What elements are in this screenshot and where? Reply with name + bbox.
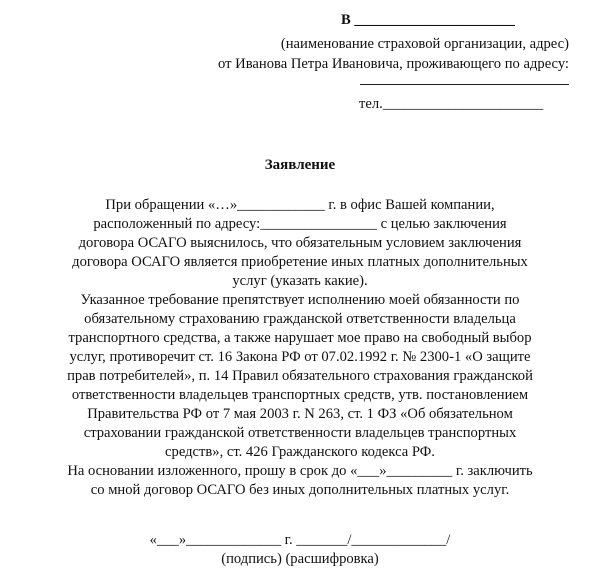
body-line: со мной договор ОСАГО без иных дополнительных платных услуг. <box>90 482 510 498</box>
body-line: услуг, противоречит ст. 16 Закона РФ от 07.02.1992 г. № 2300-1 «О защите <box>69 349 531 365</box>
body-line: услуг (указать какие). <box>232 273 368 289</box>
body-line: При обращении «…»____________ г. в офис Вашей компании, <box>105 197 495 213</box>
address-blank-line <box>360 84 569 85</box>
body-line: ответственности владельцев транспортных средств, утв. постановлением <box>71 387 529 403</box>
header-from-line: от Иванова Петра Ивановича, проживающего по адресу: <box>218 56 569 72</box>
header-to-line: В ______________________ <box>341 12 515 28</box>
signature-caption: (подпись) (расшифровка) <box>221 551 379 567</box>
body-line: обязательному страхованию гражданской ответственности владельца <box>84 311 516 327</box>
header-org-caption: (наименование страховой организации, адрес) <box>280 36 569 52</box>
body-line: страховании гражданской ответственности владельцев транспортных <box>83 425 517 441</box>
signature-line: «___»_____________ г. _______/_____________/ <box>149 532 451 548</box>
body-line: расположенный по адресу:________________ с целью заключения <box>93 216 507 232</box>
body-line: На основании изложенного, прошу в срок до «___»_________ г. заключить <box>67 463 533 479</box>
body-line: транспортного средства, а также нарушает мое право на свободный выбор <box>68 330 532 346</box>
header-phone-line: тел.______________________ <box>359 96 544 112</box>
body-line: средств», ст. 426 Гражданского кодекса РФ. <box>165 444 435 460</box>
body-line: Правительства РФ от 7 мая 2003 г. N 263, ст. 1 ФЗ «Об обязательном <box>87 406 513 422</box>
body-line: договора ОСАГО является приобретение иных платных дополнительных <box>72 254 528 270</box>
document-title: Заявление <box>264 157 336 173</box>
body-line: прав потребителей», п. 14 Правил обязательного страхования гражданской <box>67 368 533 384</box>
body-line: договора ОСАГО выяснилось, что обязательным условием заключения <box>78 235 522 251</box>
body-line: Указанное требование препятствует исполнению моей обязанности по <box>80 292 520 308</box>
